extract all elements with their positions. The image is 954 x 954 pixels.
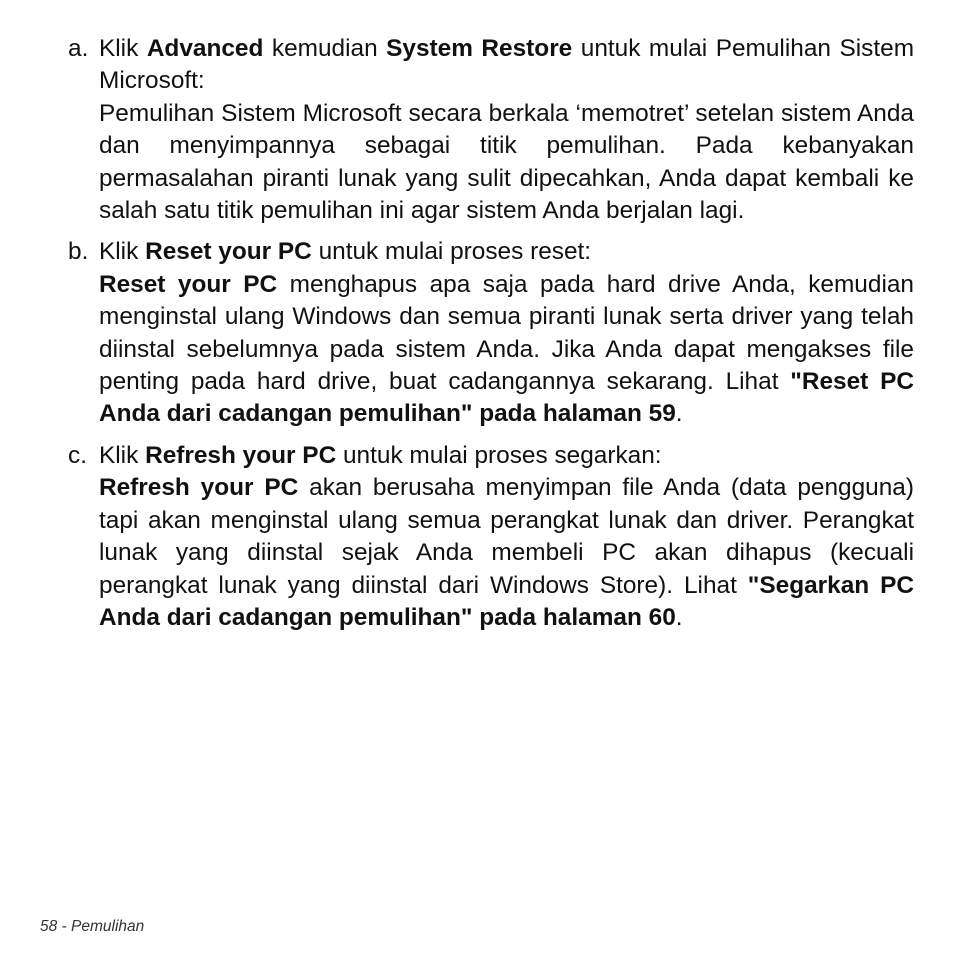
cross-reference-reset: "Reset PC Anda dari cadangan pemulihan" pada halaman 59	[99, 368, 914, 428]
text-run: menghapus apa saja pada hard drive Anda, kemudian menginstal ulang Windows dan semua piranti lunak serta driver yang telah diinstal sebelumnya pada sistem Anda. Jika Anda dapat mengakses file penting pada hard drive, buat cadangannya sekarang. Lihat	[99, 270, 914, 396]
instruction-line	[99, 33, 914, 98]
list-item-body	[99, 33, 914, 227]
text-run: Pemulihan Sistem Microsoft secara berkala ‘memotret’ setelan sistem Anda dan menyimpannya sebagai titik pemulihan. Pada kebanyakan permasalahan piranti lunak yang sulit dipecahkan, Anda dapat kembali ke salah satu titik pemulihan ini agar sistem Anda berjalan lagi.	[99, 99, 914, 225]
text-run: .	[675, 400, 683, 428]
ui-term-reset-your-pc: Reset your PC	[99, 270, 278, 298]
text-run: akan berusaha menyimpan file Anda (data pengguna) tapi akan menginstal ulang semua perangkat lunak dan driver. Perangkat lunak yang diinstal sejak Anda membeli PC akan dihapus (kecuali perangkat lunak yang diinstal dari Windows Store). Lihat	[99, 474, 914, 599]
text-run: Klik	[99, 238, 146, 266]
page-content	[68, 33, 914, 643]
list-marker: b.	[68, 238, 89, 266]
text-run: kemudian	[263, 35, 387, 62]
description-paragraph	[99, 472, 914, 634]
list-marker: a.	[68, 35, 89, 62]
cross-reference-refresh: "Segarkan PC Anda dari cadangan pemulihan" pada halaman 60	[99, 571, 914, 631]
text-run: Klik	[99, 441, 146, 469]
description-paragraph	[99, 98, 914, 228]
text-run: untuk mulai proses reset:	[311, 238, 592, 266]
page-footer: 58 - Pemulihan	[40, 918, 145, 935]
description-paragraph	[99, 269, 914, 431]
instruction-line	[99, 440, 914, 472]
list-item-body	[99, 236, 914, 430]
text-run: untuk mulai proses segarkan:	[336, 441, 662, 469]
text-run: .	[675, 603, 683, 631]
ui-term-refresh-your-pc: Refresh your PC	[99, 474, 299, 502]
list-item-advanced	[68, 33, 914, 227]
ui-term-advanced: Advanced	[146, 35, 264, 62]
ui-term-system-restore: System Restore	[386, 35, 573, 62]
list-item-reset	[68, 236, 914, 430]
text-run: untuk mulai Pemulihan Sistem Microsoft:	[99, 35, 915, 95]
list-item-refresh	[68, 440, 914, 634]
text-run: Klik	[99, 35, 147, 62]
instruction-line	[99, 236, 914, 268]
list-item-body	[99, 440, 914, 634]
ui-term-refresh-your-pc: Refresh your PC	[145, 441, 337, 469]
list-marker: c.	[68, 441, 87, 469]
ui-term-reset-your-pc: Reset your PC	[145, 238, 312, 266]
